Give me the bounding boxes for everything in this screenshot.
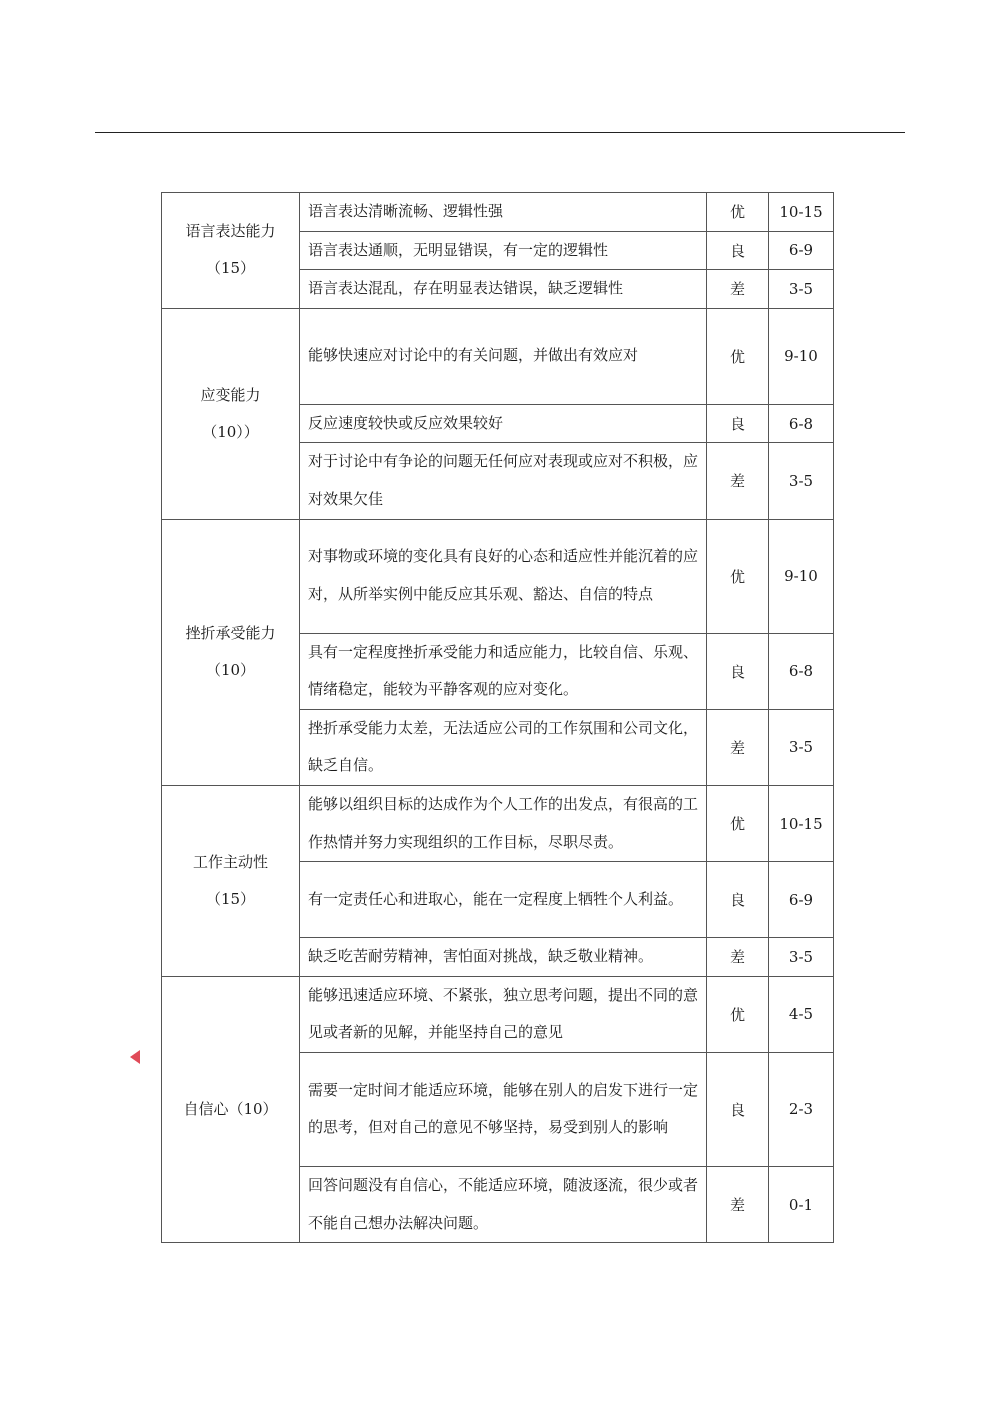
- grade-level: 差: [707, 709, 769, 785]
- criterion-description: 缺乏吃苦耐劳精神，害怕面对挑战，缺乏敬业精神。: [300, 938, 707, 977]
- score-range: 3-5: [769, 938, 834, 977]
- score-range: 6-9: [769, 862, 834, 938]
- criterion-description: 对事物或环境的变化具有良好的心态和适应性并能沉着的应对，从所举实例中能反应其乐观、豁达、自信的特点: [300, 519, 707, 633]
- grade-level: 优: [707, 519, 769, 633]
- grade-level: 优: [707, 785, 769, 861]
- score-range: 3-5: [769, 709, 834, 785]
- score-range: 10-15: [769, 785, 834, 861]
- criterion-description: 能够迅速适应环境、不紧张，独立思考问题，提出不同的意见或者新的见解，并能坚持自己的意见: [300, 976, 707, 1052]
- grade-level: 差: [707, 1166, 769, 1242]
- category-name: 挫折承受能力: [185, 624, 276, 643]
- criterion-description: 语言表达混乱，存在明显表达错误，缺乏逻辑性: [300, 270, 707, 309]
- score-range: 4-5: [769, 976, 834, 1052]
- grade-level: 优: [707, 976, 769, 1052]
- grade-level: 良: [707, 404, 769, 443]
- table-row: [162, 308, 834, 404]
- category-points: （10）: [205, 661, 256, 680]
- margin-marker-icon: [130, 1050, 140, 1064]
- category-name: 语言表达能力: [185, 222, 276, 241]
- score-range: 3-5: [769, 270, 834, 309]
- score-range: 2-3: [769, 1052, 834, 1166]
- evaluation-rubric-table: [161, 192, 834, 1243]
- score-range: 6-8: [769, 633, 834, 709]
- table-row: [162, 976, 834, 1052]
- score-range: 9-10: [769, 519, 834, 633]
- category-points: （15）: [205, 259, 256, 278]
- criterion-description: 具有一定程度挫折承受能力和适应能力，比较自信、乐观、情绪稳定，能较为平静客观的应对变化。: [300, 633, 707, 709]
- criterion-description: 有一定责任心和进取心，能在一定程度上牺牲个人利益。: [300, 862, 707, 938]
- criterion-description: 挫折承受能力太差，无法适应公司的工作氛围和公司文化，缺乏自信。: [300, 709, 707, 785]
- category-name: 应变能力: [200, 385, 261, 404]
- header-rule: [95, 132, 905, 133]
- criterion-description: 语言表达清晰流畅、逻辑性强: [300, 193, 707, 232]
- category-name: 自信心（10）: [183, 1099, 278, 1118]
- grade-level: 差: [707, 443, 769, 519]
- grade-level: 优: [707, 193, 769, 232]
- grade-level: 优: [707, 308, 769, 404]
- category-name: 工作主动性: [192, 852, 268, 871]
- criterion-description: 需要一定时间才能适应环境，能够在别人的启发下进行一定的思考，但对自己的意见不够坚持，易受到别人的影响: [300, 1052, 707, 1166]
- criterion-description: 语言表达通顺，无明显错误，有一定的逻辑性: [300, 231, 707, 270]
- score-range: 6-8: [769, 404, 834, 443]
- grade-level: 良: [707, 231, 769, 270]
- score-range: 6-9: [769, 231, 834, 270]
- category-points: （15）: [205, 889, 256, 908]
- grade-level: 差: [707, 270, 769, 309]
- criterion-description: 能够以组织目标的达成作为个人工作的出发点，有很高的工作热情并努力实现组织的工作目标，尽职尽责。: [300, 785, 707, 861]
- score-range: 10-15: [769, 193, 834, 232]
- category-cell: [162, 519, 300, 785]
- score-range: 0-1: [769, 1166, 834, 1242]
- grade-level: 良: [707, 862, 769, 938]
- criterion-description: 反应速度较快或反应效果较好: [300, 404, 707, 443]
- grade-level: 差: [707, 938, 769, 977]
- table-row: [162, 519, 834, 633]
- criterion-description: 回答问题没有自信心，不能适应环境，随波逐流，很少或者不能自己想办法解决问题。: [300, 1166, 707, 1242]
- category-cell: [162, 976, 300, 1242]
- category-cell: [162, 193, 300, 309]
- category-cell: [162, 308, 300, 519]
- grade-level: 良: [707, 633, 769, 709]
- score-range: 9-10: [769, 308, 834, 404]
- criterion-description: 能够快速应对讨论中的有关问题，并做出有效应对: [300, 308, 707, 404]
- criterion-description: 对于讨论中有争论的问题无任何应对表现或应对不积极，应对效果欠佳: [300, 443, 707, 519]
- table-row: [162, 193, 834, 232]
- grade-level: 良: [707, 1052, 769, 1166]
- category-cell: [162, 785, 300, 976]
- table-row: [162, 785, 834, 861]
- score-range: 3-5: [769, 443, 834, 519]
- category-points: （10））: [202, 422, 259, 441]
